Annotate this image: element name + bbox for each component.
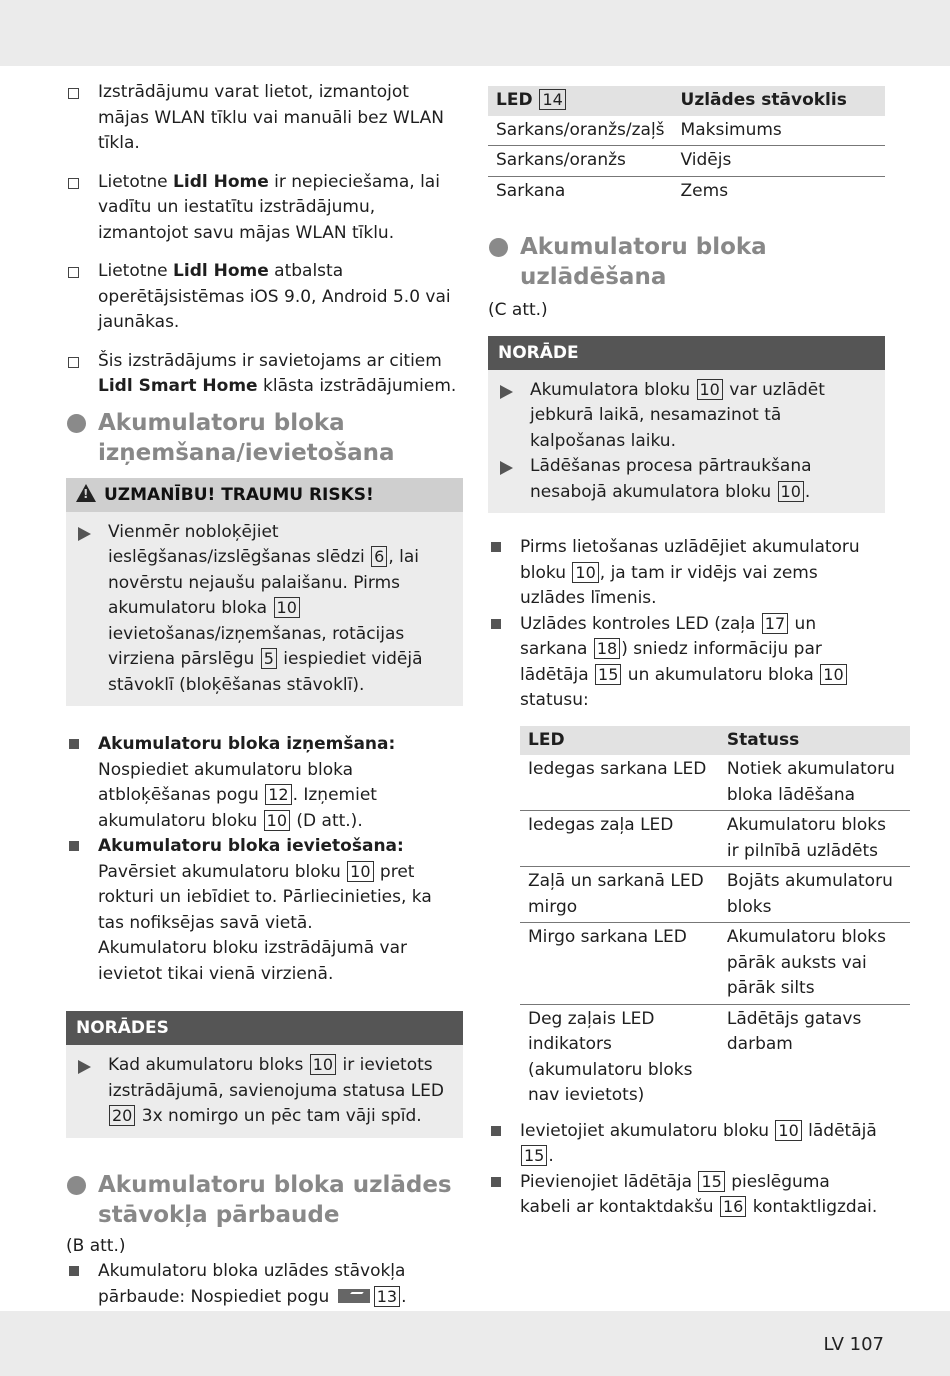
note-header: NORĀDE bbox=[488, 336, 885, 370]
list-item: Pirms lietošanas uzlādējiet akumulatoru bloku 10 , ja tam ir vidējs vai zems uzlādes līmenis. bbox=[488, 535, 885, 612]
top-bar bbox=[0, 0, 950, 66]
checkbox-square-icon bbox=[68, 88, 79, 99]
list-item: Lietotne Lidl Home atbalsta operētājsistēmas iOS 9.0, Android 5.0 vai jaunākas. bbox=[66, 259, 463, 336]
list-item: Uzlādes kontroles LED (zaļa 17 un sarkana 18 ) sniedz informāciju par lādētāja 15 un akumulatoru bloka 10 statusu: bbox=[488, 612, 885, 714]
notes-box bbox=[66, 1011, 463, 1138]
arrow-right-icon bbox=[78, 527, 91, 541]
square-bullet-icon bbox=[491, 619, 501, 629]
list-item: Akumulatora bloku 10 var uzlādēt jebkurā laikā, nesamazinot tā kalpošanas laiku. bbox=[498, 378, 873, 455]
table-row: Sarkana Zems bbox=[496, 180, 729, 201]
note-box bbox=[488, 336, 885, 514]
table-header-cell: Uzlādes stāvoklis bbox=[673, 86, 885, 116]
table-row: Iedegas zaļa LED Akumulatoru bloks ir pilnībā uzlādēts bbox=[520, 811, 910, 867]
table-row: Iedegas sarkana LED Notiek akumulatoru bloka lādēšana bbox=[520, 755, 910, 811]
list-item: Pievienojiet lādētāja 15 pieslēguma kabeli ar kontaktdakšu 16 kontaktligzdai. bbox=[488, 1170, 885, 1221]
table-row: Deg zaļais LED indikators (akumulatoru bloks nav ievietots) Lādētājs gatavs darbam bbox=[528, 1008, 862, 1105]
arrow-right-icon bbox=[500, 385, 513, 399]
figure-reference: (C att.) bbox=[488, 300, 548, 320]
table-header-cell: LED bbox=[520, 726, 719, 756]
page-number: LV 107 bbox=[823, 1334, 884, 1355]
section-heading: Akumulatoru bloka izņemšana/ievietošana bbox=[66, 408, 463, 468]
list-item: Akumulatoru bloka izņemšana: Nospiediet akumulatoru bloka atbloķēšanas pogu 12 . Izņemiet akumulatoru bloku 10 (D att.). bbox=[66, 732, 463, 834]
list-item: Vienmēr nobloķējiet ieslēgšanas/izslēgšanas slēdzi 6 , lai novērstu nejaušu palaišanu. Pirms akumulatoru bloka 10 ievietošanas/izņemšanas, rotācijas virziena pārslēgu 5 iespiediet vidējā stāvoklī (bloķēšanas stāvoklī). bbox=[76, 520, 451, 699]
list-item: Kad akumulatoru bloks 10 ir ievietots izstrādājumā, savienojuma statusa LED 20 3x nomirgo un pēc tam vāji spīd. bbox=[76, 1053, 451, 1130]
notes-header: NORĀDES bbox=[66, 1011, 463, 1045]
checkbox-square-icon bbox=[68, 267, 79, 278]
square-bullet-icon bbox=[69, 841, 79, 851]
table-header-row bbox=[520, 726, 910, 756]
list-item: Ievietojiet akumulatoru bloku 10 lādētājā 15 . bbox=[488, 1119, 885, 1170]
square-bullet-icon bbox=[491, 1126, 501, 1136]
table-row: Zaļā un sarkanā LED mirgo Bojāts akumulatoru bloks bbox=[520, 867, 910, 923]
bullet-dot-icon bbox=[489, 238, 508, 257]
warning-triangle-icon bbox=[76, 484, 96, 502]
square-bullet-icon bbox=[491, 1177, 501, 1187]
table-row: Mirgo sarkana LED Akumulatoru bloks pārāk auksts vai pārāk silts bbox=[520, 923, 910, 1005]
notes-body bbox=[66, 1045, 463, 1138]
list-item: Lādēšanas procesa pārtraukšana nesabojā akumulatora bloku 10 . bbox=[498, 454, 873, 505]
charge-level-table bbox=[488, 86, 885, 206]
list-item: Akumulatoru bloka uzlādes stāvokļa pārbaude: Nospiediet pogu 13 . bbox=[66, 1259, 463, 1336]
list-item: Akumulatoru bloka ievietošana: Pavērsiet akumulatoru bloku 10 pret rokturi un iebīdiet to. Pārliecinieties, ka tas nofiksējas savā vietā. Akumulatoru bloku izstrādājumā var ievietot tikai vienā virzienā. bbox=[66, 834, 463, 987]
warning-box bbox=[66, 478, 463, 707]
warning-header: !UZMANĪBU! TRAUMU RISKS! bbox=[66, 478, 463, 512]
table-header-cell: Statuss bbox=[719, 726, 910, 756]
right-column bbox=[488, 86, 895, 1221]
square-bullet-icon bbox=[491, 542, 501, 552]
table-row: Sarkans/oranžs Vidējs bbox=[488, 146, 885, 177]
led-status-table bbox=[520, 726, 910, 1111]
list-item: Lietotne Lidl Home ir nepieciešama, lai vadītu un iestatītu izstrādājumu, izmantojot savu mājas WLAN tīklu. bbox=[66, 170, 463, 247]
note-body bbox=[488, 370, 885, 514]
left-column bbox=[66, 80, 463, 1336]
checkbox-square-icon bbox=[68, 178, 79, 189]
section-heading: Akumulatoru bloka uzlādes stāvokļa pārbaude bbox=[66, 1170, 463, 1230]
square-bullet-icon bbox=[69, 739, 79, 749]
table-header-row bbox=[488, 86, 885, 116]
arrow-right-icon bbox=[78, 1060, 91, 1074]
battery-check-button-icon bbox=[338, 1289, 370, 1303]
table-header-cell: LED 14 bbox=[488, 86, 673, 116]
arrow-right-icon bbox=[500, 461, 513, 475]
figure-reference: (B att.) bbox=[66, 1235, 126, 1256]
bullet-dot-icon bbox=[67, 414, 86, 433]
checkbox-square-icon bbox=[68, 357, 79, 368]
bottom-bar bbox=[0, 1311, 950, 1376]
section-heading: Akumulatoru bloka uzlādēšana bbox=[488, 232, 885, 292]
table-row: Sarkans/oranžs/zaļš Maksimums bbox=[488, 116, 885, 146]
bullet-dot-icon bbox=[67, 1176, 86, 1195]
list-item: Šis izstrādājums ir savietojams ar citiem Lidl Smart Home klāsta izstrādājumiem. bbox=[66, 349, 463, 400]
square-bullet-icon bbox=[69, 1266, 79, 1276]
list-item: Izstrādājumu varat lietot, izmantojot mājas WLAN tīklu vai manuāli bez WLAN tīkla. bbox=[66, 80, 463, 157]
warning-body bbox=[66, 512, 463, 707]
